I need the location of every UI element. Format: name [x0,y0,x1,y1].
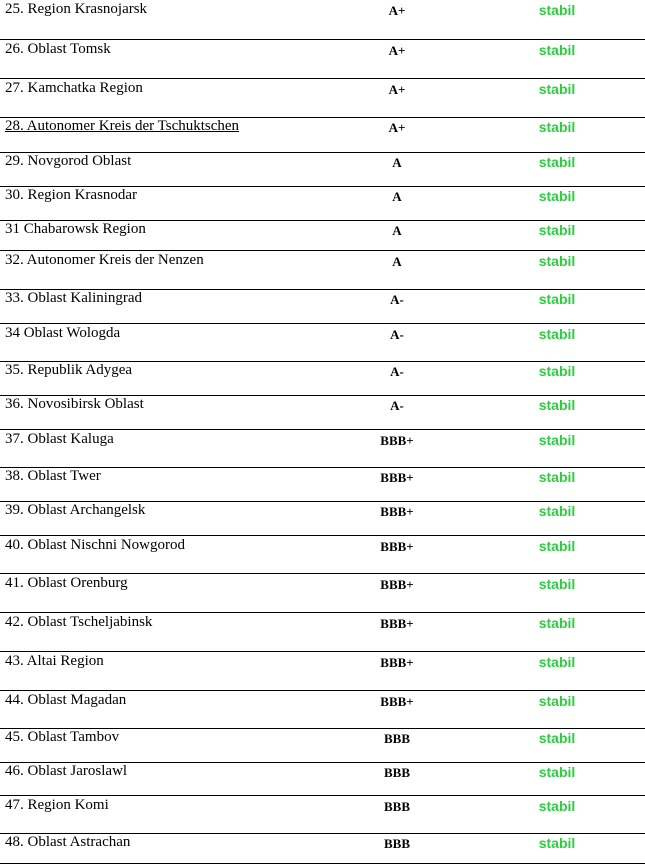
table-row [0,40,645,79]
rating-value: A+ [388,82,406,97]
region-name: 30. Region Krasnodar [5,187,138,203]
region-name: 27. Kamchatka Region [5,80,143,96]
outlook-status: stabil [538,119,576,135]
region-name: 41. Oblast Orenburg [5,575,128,591]
rating-value: BBB+ [380,504,414,519]
outlook-status: stabil [538,798,576,814]
region-name: 36. Novosibirsk Oblast [5,396,144,412]
table-row [0,729,645,763]
table-row [0,430,645,468]
region-name: 46. Oblast Jaroslawl [5,763,128,779]
table-row [0,290,645,324]
rating-value: BBB [383,731,411,746]
table-row [0,79,645,118]
table-row [0,187,645,221]
region-name: 26. Oblast Tomsk [5,41,111,57]
outlook-status: stabil [538,81,576,97]
table-row [0,691,645,729]
rating-value: BBB+ [380,694,414,709]
table-row [0,324,645,362]
rating-value: BBB [383,799,411,814]
rating-value: A [392,254,402,269]
outlook-status: stabil [538,326,576,342]
outlook-status: stabil [538,615,576,631]
outlook-status: stabil [538,538,576,554]
table-row [0,153,645,187]
outlook-status: stabil [538,576,576,592]
table-row [0,536,645,574]
region-name: 44. Oblast Magadan [5,692,127,708]
region-name: 32. Autonomer Kreis der Nenzen [5,252,204,268]
outlook-status: stabil [538,654,576,670]
rating-value: BBB+ [380,470,414,485]
rating-value: BBB+ [380,539,414,554]
region-name: 38. Oblast Twer [5,468,101,484]
rating-value: A [392,189,402,204]
rating-value: BBB [383,765,411,780]
rating-value: BBB+ [380,655,414,670]
outlook-status: stabil [538,730,576,746]
table-row [0,0,645,40]
region-name: 40. Oblast Nischni Nowgorod [5,537,185,553]
table-row [0,221,645,251]
rating-value: A- [390,398,404,413]
rating-value: A- [390,292,404,307]
region-name: 47. Region Komi [5,797,109,813]
table-row [0,652,645,691]
outlook-status: stabil [538,253,576,269]
table-row [0,834,645,864]
region-name: 39. Oblast Archangelsk [5,502,146,518]
table-row [0,574,645,613]
outlook-status: stabil [538,42,576,58]
table-row [0,763,645,796]
table-row [0,468,645,502]
table-row [0,796,645,834]
region-name: 45. Oblast Tambov [5,729,120,745]
table-row [0,251,645,290]
region-name: 25. Region Krasnojarsk [5,1,148,17]
region-name: 35. Republik Adygea [5,362,133,378]
rating-value: A+ [388,3,406,18]
rating-value: A [392,155,402,170]
rating-value: A+ [388,120,406,135]
region-name: 31 Chabarowsk Region [5,221,146,237]
region-name: 43. Altai Region [5,653,104,669]
rating-value: A [392,223,402,238]
outlook-status: stabil [538,222,576,238]
outlook-status: stabil [538,397,576,413]
rating-value: BBB+ [380,577,414,592]
outlook-status: stabil [538,835,576,851]
rating-value: BBB+ [380,433,414,448]
outlook-status: stabil [538,291,576,307]
rating-value: A- [390,327,404,342]
table-row [0,362,645,396]
rating-value: A+ [388,43,406,58]
region-name: 34 Oblast Wologda [5,325,121,341]
table-row [0,396,645,430]
region-name: 37. Oblast Kaluga [5,431,114,447]
region-name: 42. Oblast Tscheljabinsk [5,614,153,630]
table-row [0,502,645,536]
outlook-status: stabil [538,764,576,780]
region-name: 28. Autonomer Kreis der Tschuktschen [5,118,240,134]
rating-value: BBB [383,836,411,851]
region-name: 29. Novgorod Oblast [5,153,132,169]
outlook-status: stabil [538,188,576,204]
outlook-status: stabil [538,503,576,519]
region-name: 33. Oblast Kaliningrad [5,290,143,306]
region-name: 48. Oblast Astrachan [5,834,131,850]
table-row [0,118,645,153]
table-row [0,613,645,652]
outlook-status: stabil [538,2,576,18]
outlook-status: stabil [538,469,576,485]
outlook-status: stabil [538,154,576,170]
outlook-status: stabil [538,432,576,448]
rating-value: BBB+ [380,616,414,631]
outlook-status: stabil [538,693,576,709]
rating-value: A- [390,364,404,379]
outlook-status: stabil [538,363,576,379]
